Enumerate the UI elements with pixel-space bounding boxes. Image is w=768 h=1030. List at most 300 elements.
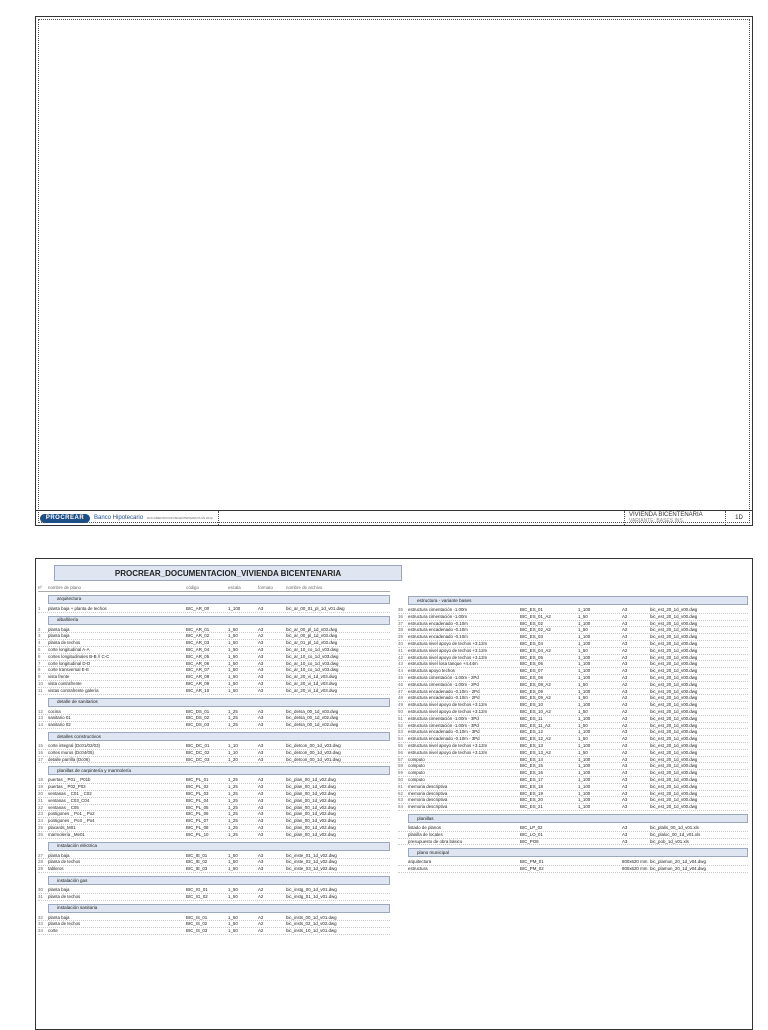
table-row bbox=[38, 661, 390, 668]
cell-file: bic_ar_10_co_1d_v03.dwg bbox=[286, 660, 339, 666]
cell-name: planta baja bbox=[48, 914, 70, 920]
cell-n: 28 bbox=[38, 859, 43, 865]
cell-code: BIC_ES_01_A2 bbox=[520, 613, 551, 619]
cell-name: computo bbox=[408, 763, 425, 769]
cell-scale: 1_100 bbox=[578, 661, 591, 667]
cell-file: bic_detcon_00_1d_v03.dwg bbox=[286, 742, 341, 748]
cell-file: bic_est_20_1d_v00.dwg bbox=[650, 790, 698, 796]
cell-code: BIC_ES_09_A2 bbox=[520, 695, 551, 701]
cell-code: BIC_PL_04 bbox=[186, 797, 209, 803]
project-title bbox=[624, 511, 725, 525]
table-row bbox=[38, 688, 390, 695]
cell-name: estructura cimentación -1.00m bbox=[408, 607, 468, 612]
cell-name: estructura bbox=[408, 866, 428, 872]
cell-scale: 1_50 bbox=[228, 633, 238, 639]
table-row bbox=[398, 723, 748, 730]
cell-code: BIC_PM_01 bbox=[520, 859, 544, 865]
cell-format: A3 bbox=[622, 763, 628, 769]
cell-code: BIC_PL_07 bbox=[186, 818, 209, 824]
cell-format: A2 bbox=[622, 647, 628, 653]
cell-name: planta baja bbox=[48, 626, 70, 632]
cell-code: BIC_ES_12 bbox=[520, 729, 543, 735]
cell-n: 55 bbox=[398, 742, 403, 748]
cell-file: bic_plan_00_1d_v02.dwg bbox=[286, 831, 336, 837]
cell-code: BIC_ES_15 bbox=[520, 763, 543, 769]
cell-n: 51 bbox=[398, 715, 403, 721]
cell-format: A3 bbox=[258, 742, 264, 748]
cell-code: BIC_IS_02 bbox=[186, 921, 208, 927]
cell-n: 41 bbox=[398, 647, 403, 653]
cell-scale: 1_100 bbox=[578, 756, 591, 762]
table-row bbox=[38, 647, 390, 654]
cell-scale: 1_50 bbox=[228, 640, 238, 646]
cell-format: A3 bbox=[622, 620, 628, 626]
cell-scale: 1_25 bbox=[228, 715, 238, 721]
cell-name: planta de techos bbox=[48, 893, 81, 899]
cell-scale: 1_25 bbox=[228, 777, 238, 783]
cell-code: BIC_IG_01 bbox=[186, 886, 208, 892]
cell-name: estructura encadenado -0.10m bbox=[408, 634, 468, 640]
table-row bbox=[38, 811, 390, 818]
table-row bbox=[38, 743, 390, 750]
cell-format: A3 bbox=[258, 674, 264, 680]
cell-name: postigones _ Po3 _ Po4 bbox=[48, 818, 95, 824]
cell-name: estructura encadenado -0.10m bbox=[408, 627, 468, 633]
cell-format: A3 bbox=[258, 831, 264, 837]
cell-format: A2 bbox=[258, 921, 264, 927]
cell-name: estructura encadenado -0.10m - 2Pd bbox=[408, 688, 480, 694]
cell-scale: 1_100 bbox=[578, 790, 591, 796]
table-row bbox=[398, 661, 748, 668]
cell-file: bic_instg_01_1d_v01.dwg bbox=[286, 893, 337, 899]
cell-name: planta de techos bbox=[48, 921, 81, 927]
cell-scale: 1_100 bbox=[578, 763, 591, 769]
cell-scale: 1_25 bbox=[228, 797, 238, 803]
section-header: estructura - variante bases bbox=[408, 596, 748, 605]
cell-code: BIC_LP_02 bbox=[520, 824, 543, 830]
cell-scale: 1_50 bbox=[578, 613, 588, 619]
cell-format: A3 bbox=[258, 660, 264, 666]
cell-scale: 1_50 bbox=[228, 921, 238, 927]
cell-name: planta baja bbox=[48, 852, 70, 858]
table-row bbox=[38, 928, 390, 935]
cell-n: 35 bbox=[398, 607, 403, 612]
cell-code: BIC_DS_01 bbox=[186, 708, 210, 714]
cell-code: BIC_ES_04_A2 bbox=[520, 647, 551, 653]
cell-n: 44 bbox=[398, 668, 403, 674]
header-code: código bbox=[186, 585, 199, 590]
cell-scale: 1_100 bbox=[578, 654, 591, 660]
cell-scale: 1_50 bbox=[228, 866, 238, 872]
cell-format: A3 bbox=[258, 852, 264, 858]
table-row bbox=[398, 655, 748, 662]
table-row bbox=[38, 866, 390, 873]
cell-scale: 1_100 bbox=[578, 688, 591, 694]
table-row bbox=[38, 715, 390, 722]
cell-scale bbox=[578, 832, 622, 838]
cell-format: A3 bbox=[622, 831, 628, 837]
header-format: formato bbox=[258, 585, 273, 590]
cell-scale: 1_100 bbox=[578, 715, 591, 721]
cell-code: BIC_ES_12_A2 bbox=[520, 736, 551, 742]
cell-n: 59 bbox=[398, 770, 403, 776]
table-row bbox=[398, 641, 748, 648]
cell-n: 21 bbox=[38, 797, 43, 803]
table-row bbox=[398, 804, 748, 811]
cell-n: 47 bbox=[398, 688, 403, 694]
cell-format: A3 bbox=[258, 646, 264, 652]
cell-format: A3 bbox=[258, 859, 264, 865]
cell-scale: 1_100 bbox=[578, 783, 591, 789]
cell-n: 36 bbox=[398, 613, 403, 619]
cell-scale: 1_50 bbox=[228, 914, 238, 920]
cell-file: bic_plan_00_1d_v02.dwg bbox=[286, 824, 336, 830]
cell-n: 29 bbox=[38, 866, 43, 872]
cell-n: 25 bbox=[38, 824, 43, 830]
cell-name: planta baja + planta de techos bbox=[48, 605, 107, 611]
cell-file: bic_est_20_1d_v00.dwg bbox=[650, 783, 698, 789]
cell-file: bic_ar_00_01_pl_1d_v01.dwg bbox=[286, 605, 345, 611]
cell-scale: 1_25 bbox=[228, 811, 238, 817]
cell-n: 18 bbox=[38, 777, 43, 783]
cell-code: BIC_IS_03 bbox=[186, 928, 208, 934]
cell-file: bic_est_20_1d_v00.dwg bbox=[650, 674, 698, 680]
cell-name: estructura nivel losa tanque +4.44m bbox=[408, 661, 478, 667]
table-row bbox=[398, 825, 748, 832]
table-row bbox=[38, 633, 390, 640]
cell-format: A2 bbox=[258, 914, 264, 920]
cell-format: A3 bbox=[622, 668, 628, 674]
cell-name: corte integral (Dc01/02/03) bbox=[48, 742, 100, 748]
cell-n: 4 bbox=[38, 640, 41, 646]
cell-code: BIC_AR_08 bbox=[186, 674, 210, 680]
cell-file: bic_inste_03_1d_v02.dwg bbox=[286, 866, 337, 872]
cell-file: bic_ar_20_vi_1d_v03.dwg bbox=[286, 674, 338, 680]
table-row bbox=[398, 621, 748, 628]
cell-code: BIC_ES_10 bbox=[520, 702, 543, 708]
cell-format: A3 bbox=[622, 776, 628, 782]
cell-n: 12 bbox=[38, 708, 43, 714]
cell-name: ventanas _ C03_C04 bbox=[48, 797, 90, 803]
cell-name: corte bbox=[48, 928, 58, 934]
cell-name: corte longitudinal A-A bbox=[48, 646, 90, 652]
cell-code: BIC_AR_03 bbox=[186, 640, 210, 646]
cell-format: A3 bbox=[258, 811, 264, 817]
cell-name: estructura encadenado -0.10m - 2Pd bbox=[408, 695, 480, 701]
cell-format: A3 bbox=[258, 708, 264, 714]
cell-format: A3 bbox=[622, 838, 628, 844]
cell-file: bic_instg_00_1d_v01.dwg bbox=[286, 886, 337, 892]
table-row bbox=[38, 915, 390, 922]
cell-code: BIC_PL_08 bbox=[186, 824, 209, 830]
cell-name: placards_M01 bbox=[48, 824, 76, 830]
cell-format: A3 bbox=[258, 777, 264, 783]
cell-n: 60 bbox=[398, 776, 403, 782]
drawing-list-right-column bbox=[398, 593, 748, 873]
cell-name: memoria descriptiva bbox=[408, 797, 448, 803]
cell-scale: 1_50 bbox=[228, 653, 238, 659]
cell-format: A3 bbox=[258, 784, 264, 790]
cell-file: bic_plan_00_1d_v02.dwg bbox=[286, 804, 336, 810]
cell-format: A3 bbox=[258, 640, 264, 646]
table-row bbox=[398, 743, 748, 750]
cell-scale: 1_50 bbox=[228, 626, 238, 632]
cell-n bbox=[398, 839, 408, 845]
cell-format: A3 bbox=[258, 722, 264, 728]
cell-file: bic_ar_10_co_1d_v03.dwg bbox=[286, 667, 339, 673]
cell-n: 5 bbox=[38, 646, 41, 652]
cell-format: A3 bbox=[258, 680, 264, 686]
cell-file: bic_est_20_1d_v00.dwg bbox=[650, 654, 698, 660]
cell-format: A3 bbox=[622, 654, 628, 660]
cell-format: A3 bbox=[258, 749, 264, 755]
cell-scale: 1_50 bbox=[228, 660, 238, 666]
table-row bbox=[38, 757, 390, 764]
cell-name: sanitario 02 bbox=[48, 722, 71, 728]
cell-n: 1 bbox=[38, 605, 41, 611]
cell-format: A3 bbox=[622, 729, 628, 735]
cell-file: bic_ar_10_co_1d_v03.dwg bbox=[286, 653, 339, 659]
cell-scale: 1_50 bbox=[578, 708, 588, 714]
cell-n: 48 bbox=[398, 695, 403, 701]
cell-n: 2 bbox=[38, 626, 41, 632]
cell-name: sanitario 01 bbox=[48, 715, 71, 721]
cell-name: marmolería _Me01 bbox=[48, 831, 85, 837]
cell-name: listado de planos bbox=[408, 824, 441, 830]
cell-code: BIC_PO8 bbox=[520, 838, 539, 844]
cell-name: estructura cimentación -1.00m bbox=[408, 613, 468, 619]
cell-format: A3 bbox=[622, 770, 628, 776]
cell-file: bic_plalis_00_1d_v01.xls bbox=[650, 824, 699, 830]
table-row bbox=[38, 887, 390, 894]
sheet-frame bbox=[38, 19, 750, 523]
cell-scale: 1_50 bbox=[228, 886, 238, 892]
cell-name: corte transversal E-E bbox=[48, 667, 89, 673]
table-row bbox=[398, 832, 748, 839]
cell-code: BIC_ES_02 bbox=[520, 620, 543, 626]
cell-code: BIC_DC_01 bbox=[186, 742, 210, 748]
table-row bbox=[398, 757, 748, 764]
table-row bbox=[38, 832, 390, 839]
header-scale: escala bbox=[228, 585, 241, 590]
cell-file: bic_est_20_1d_v00.dwg bbox=[650, 695, 698, 701]
cell-format: A3 bbox=[622, 674, 628, 680]
cell-name: estructura nivel apoyo de techos +3.12m bbox=[408, 708, 488, 714]
header-file: nombre de archivo bbox=[286, 585, 323, 590]
cell-scale: 1_50 bbox=[228, 646, 238, 652]
cell-n bbox=[398, 832, 408, 838]
cell-scale: 1_100 bbox=[228, 605, 241, 611]
table-row bbox=[398, 770, 748, 777]
cell-scale: 1_10 bbox=[228, 749, 238, 755]
cell-scale: 1_50 bbox=[578, 681, 588, 687]
cell-n: 30 bbox=[38, 886, 43, 892]
cell-name: corte longitudinal D-D bbox=[48, 660, 91, 666]
cell-n: 33 bbox=[38, 921, 43, 927]
section-header: planillas bbox=[408, 814, 748, 823]
cell-file: bic_est_20_1d_v00.dwg bbox=[650, 634, 698, 640]
table-row bbox=[398, 784, 748, 791]
cell-format: 800x620 mm bbox=[622, 859, 648, 865]
cell-scale: 1_25 bbox=[228, 818, 238, 824]
cell-format: A3 bbox=[622, 790, 628, 796]
cell-file: bic_est_20_1d_v00.dwg bbox=[650, 613, 698, 619]
cell-name: vistas contrafrente galería bbox=[48, 687, 99, 693]
header-name: nombre de plano bbox=[48, 585, 81, 590]
cell-format: A3 bbox=[258, 687, 264, 693]
cell-file: bic_est_20_1d_v00.dwg bbox=[650, 627, 698, 633]
cell-file: bic_inste_02_1d_v02.dwg bbox=[286, 859, 337, 865]
table-row bbox=[398, 763, 748, 770]
cell-format: A3 bbox=[622, 783, 628, 789]
cell-n bbox=[398, 859, 408, 865]
cell-n: 39 bbox=[398, 634, 403, 640]
cell-file: bic_est_20_1d_v00.dwg bbox=[650, 756, 698, 762]
cell-scale: 1_100 bbox=[578, 668, 591, 674]
cell-format: A2 bbox=[622, 613, 628, 619]
cell-scale: 1_50 bbox=[228, 893, 238, 899]
cell-scale: 1_50 bbox=[228, 859, 238, 865]
cell-name: estructura cimentación -1.00m - 3Pd bbox=[408, 715, 479, 721]
cell-file: bic_plamun_20_1d_v04.dwg bbox=[650, 859, 706, 865]
table-row bbox=[38, 805, 390, 812]
cell-file: bic_plan_00_1d_v02.dwg bbox=[286, 777, 336, 783]
cell-file: bic_est_20_1d_v00.dwg bbox=[650, 742, 698, 748]
cell-code: BIC_AR_05 bbox=[186, 653, 210, 659]
table-row bbox=[38, 606, 390, 613]
cell-code: BIC_ES_02_A2 bbox=[520, 627, 551, 633]
cell-n: 8 bbox=[38, 667, 41, 673]
section-header: plano municipal bbox=[408, 848, 748, 857]
cell-format: A3 bbox=[622, 688, 628, 694]
cell-n: 13 bbox=[38, 715, 43, 721]
cell-file: bic_est_20_1d_v00.dwg bbox=[650, 763, 698, 769]
table-row bbox=[38, 859, 390, 866]
cell-code: BIC_ES_17 bbox=[520, 776, 543, 782]
cell-n: 11 bbox=[38, 687, 43, 693]
cell-n: 58 bbox=[398, 763, 403, 769]
cell-format: A3 bbox=[622, 715, 628, 721]
banco-hipotecario-logo: Banco Hipotecario bbox=[94, 515, 144, 521]
cell-format: A3 bbox=[622, 634, 628, 640]
cell-code: BIC_ES_10_A2 bbox=[520, 708, 551, 714]
cell-scale: 1_50 bbox=[228, 687, 238, 693]
cell-code: BIC_PL_01 bbox=[186, 777, 209, 783]
section-header: albañilería bbox=[48, 616, 390, 625]
cell-format: A3 bbox=[622, 742, 628, 748]
cell-code: BIC_AR_10 bbox=[186, 687, 210, 693]
table-row bbox=[398, 689, 748, 696]
cell-n: 43 bbox=[398, 661, 403, 667]
cell-name: detalle parrilla (Dc06) bbox=[48, 756, 90, 762]
cell-code: BIC_IG_02 bbox=[186, 893, 208, 899]
cell-file: bic_plan_00_1d_v02.dwg bbox=[286, 818, 336, 824]
cell-n: 53 bbox=[398, 729, 403, 735]
cell-scale: 1_50 bbox=[578, 722, 588, 728]
cell-name: vista contrafrente bbox=[48, 680, 82, 686]
table-row bbox=[38, 709, 390, 716]
cell-file: bic_est_20_1d_v00.dwg bbox=[650, 749, 698, 755]
cell-code: BIC_ES_11_A2 bbox=[520, 722, 551, 728]
cell-code: BIC_ES_05 bbox=[520, 654, 543, 660]
cell-code: BIC_IS_01 bbox=[186, 914, 208, 920]
cell-name: cocina bbox=[48, 708, 61, 714]
cell-code: BIC_LO_01 bbox=[520, 831, 543, 837]
table-row bbox=[398, 797, 748, 804]
cell-name: postigones _ Po1 _ Po2 bbox=[48, 811, 95, 817]
cell-scale: 1_20 bbox=[228, 756, 238, 762]
cell-n: 52 bbox=[398, 722, 403, 728]
cell-n: 22 bbox=[38, 804, 43, 810]
cell-name: estructura nivel apoyo de techos +3.12m bbox=[408, 647, 488, 653]
cell-file: bic_est_20_1d_v00.dwg bbox=[650, 640, 698, 646]
cell-file: bic_est_20_1d_v00.dwg bbox=[650, 647, 698, 653]
cell-format: A3 bbox=[622, 661, 628, 667]
cell-scale bbox=[578, 859, 622, 865]
cell-scale: 1_25 bbox=[228, 784, 238, 790]
cell-code: BIC_AR_09 bbox=[186, 680, 210, 686]
table-row bbox=[38, 654, 390, 661]
cell-code: BIC_PL_03 bbox=[186, 790, 209, 796]
cell-scale: 1_25 bbox=[228, 824, 238, 830]
cell-scale: 1_10 bbox=[228, 742, 238, 748]
cell-scale: 1_50 bbox=[228, 674, 238, 680]
project-title-line2: VARIANTE: BASES INS. bbox=[629, 518, 685, 524]
cell-file: bic_plan_00_1d_v02.dwg bbox=[286, 811, 336, 817]
document-title: PROCREAR_DOCUMENTACION_VIVIENDA BICENTENARIA bbox=[54, 565, 402, 581]
cell-name: planta baja bbox=[48, 886, 70, 892]
cell-file: bic_detcon_00_1d_v01.dwg bbox=[286, 756, 341, 762]
cell-file: bic_plan_00_1d_v02.dwg bbox=[286, 797, 336, 803]
cell-name: estructura encadenado -0.10m - 3Pd bbox=[408, 736, 480, 742]
cell-format: A2 bbox=[622, 695, 628, 701]
cell-name: estructura cimentación -1.00m - 2Pd bbox=[408, 681, 479, 687]
cell-scale: 1_25 bbox=[228, 790, 238, 796]
cell-code: BIC_ES_04 bbox=[520, 640, 543, 646]
cell-code: BIC_DC_03 bbox=[186, 756, 210, 762]
drawing-list-sheet bbox=[35, 558, 753, 1030]
cell-file: bic_detsa_00_1d_v03.dwg bbox=[286, 708, 339, 714]
cell-name: memoria descriptiva bbox=[408, 790, 448, 796]
cell-name: estructura nivel apoyo de techos +3.12m bbox=[408, 654, 488, 660]
cell-n: 40 bbox=[398, 640, 403, 646]
table-row bbox=[38, 894, 390, 901]
cell-n: 26 bbox=[38, 831, 43, 837]
cell-code: BIC_ES_19 bbox=[520, 790, 543, 796]
cell-file: bic_est_20_1d_v00.dwg bbox=[650, 668, 698, 674]
cell-format: A3 bbox=[258, 790, 264, 796]
cell-scale: 1_100 bbox=[578, 770, 591, 776]
table-row bbox=[398, 627, 748, 634]
cell-code: BIC_ES_13_A2 bbox=[520, 749, 551, 755]
cell-code: BIC_PL_05 bbox=[186, 804, 209, 810]
cell-code: BIC_DC_02 bbox=[186, 749, 210, 755]
cell-file: bic_plan_00_1d_v02.dwg bbox=[286, 790, 336, 796]
cell-scale: 1_25 bbox=[228, 722, 238, 728]
cell-n: 6 bbox=[38, 653, 41, 659]
logo-caption: DOCUMENTACION BICENTENARIA PLAN 2012 bbox=[147, 516, 213, 520]
section-header: planillas de carpintería y marmolería bbox=[48, 766, 390, 775]
cell-format: A2 bbox=[258, 893, 264, 899]
table-row bbox=[38, 818, 390, 825]
cell-n: 64 bbox=[398, 804, 403, 810]
cell-n: 23 bbox=[38, 811, 43, 817]
cell-n bbox=[398, 825, 408, 831]
cell-n: 49 bbox=[398, 702, 403, 708]
cell-format: A3 bbox=[258, 797, 264, 803]
cell-format: A3 bbox=[258, 824, 264, 830]
table-row bbox=[38, 784, 390, 791]
